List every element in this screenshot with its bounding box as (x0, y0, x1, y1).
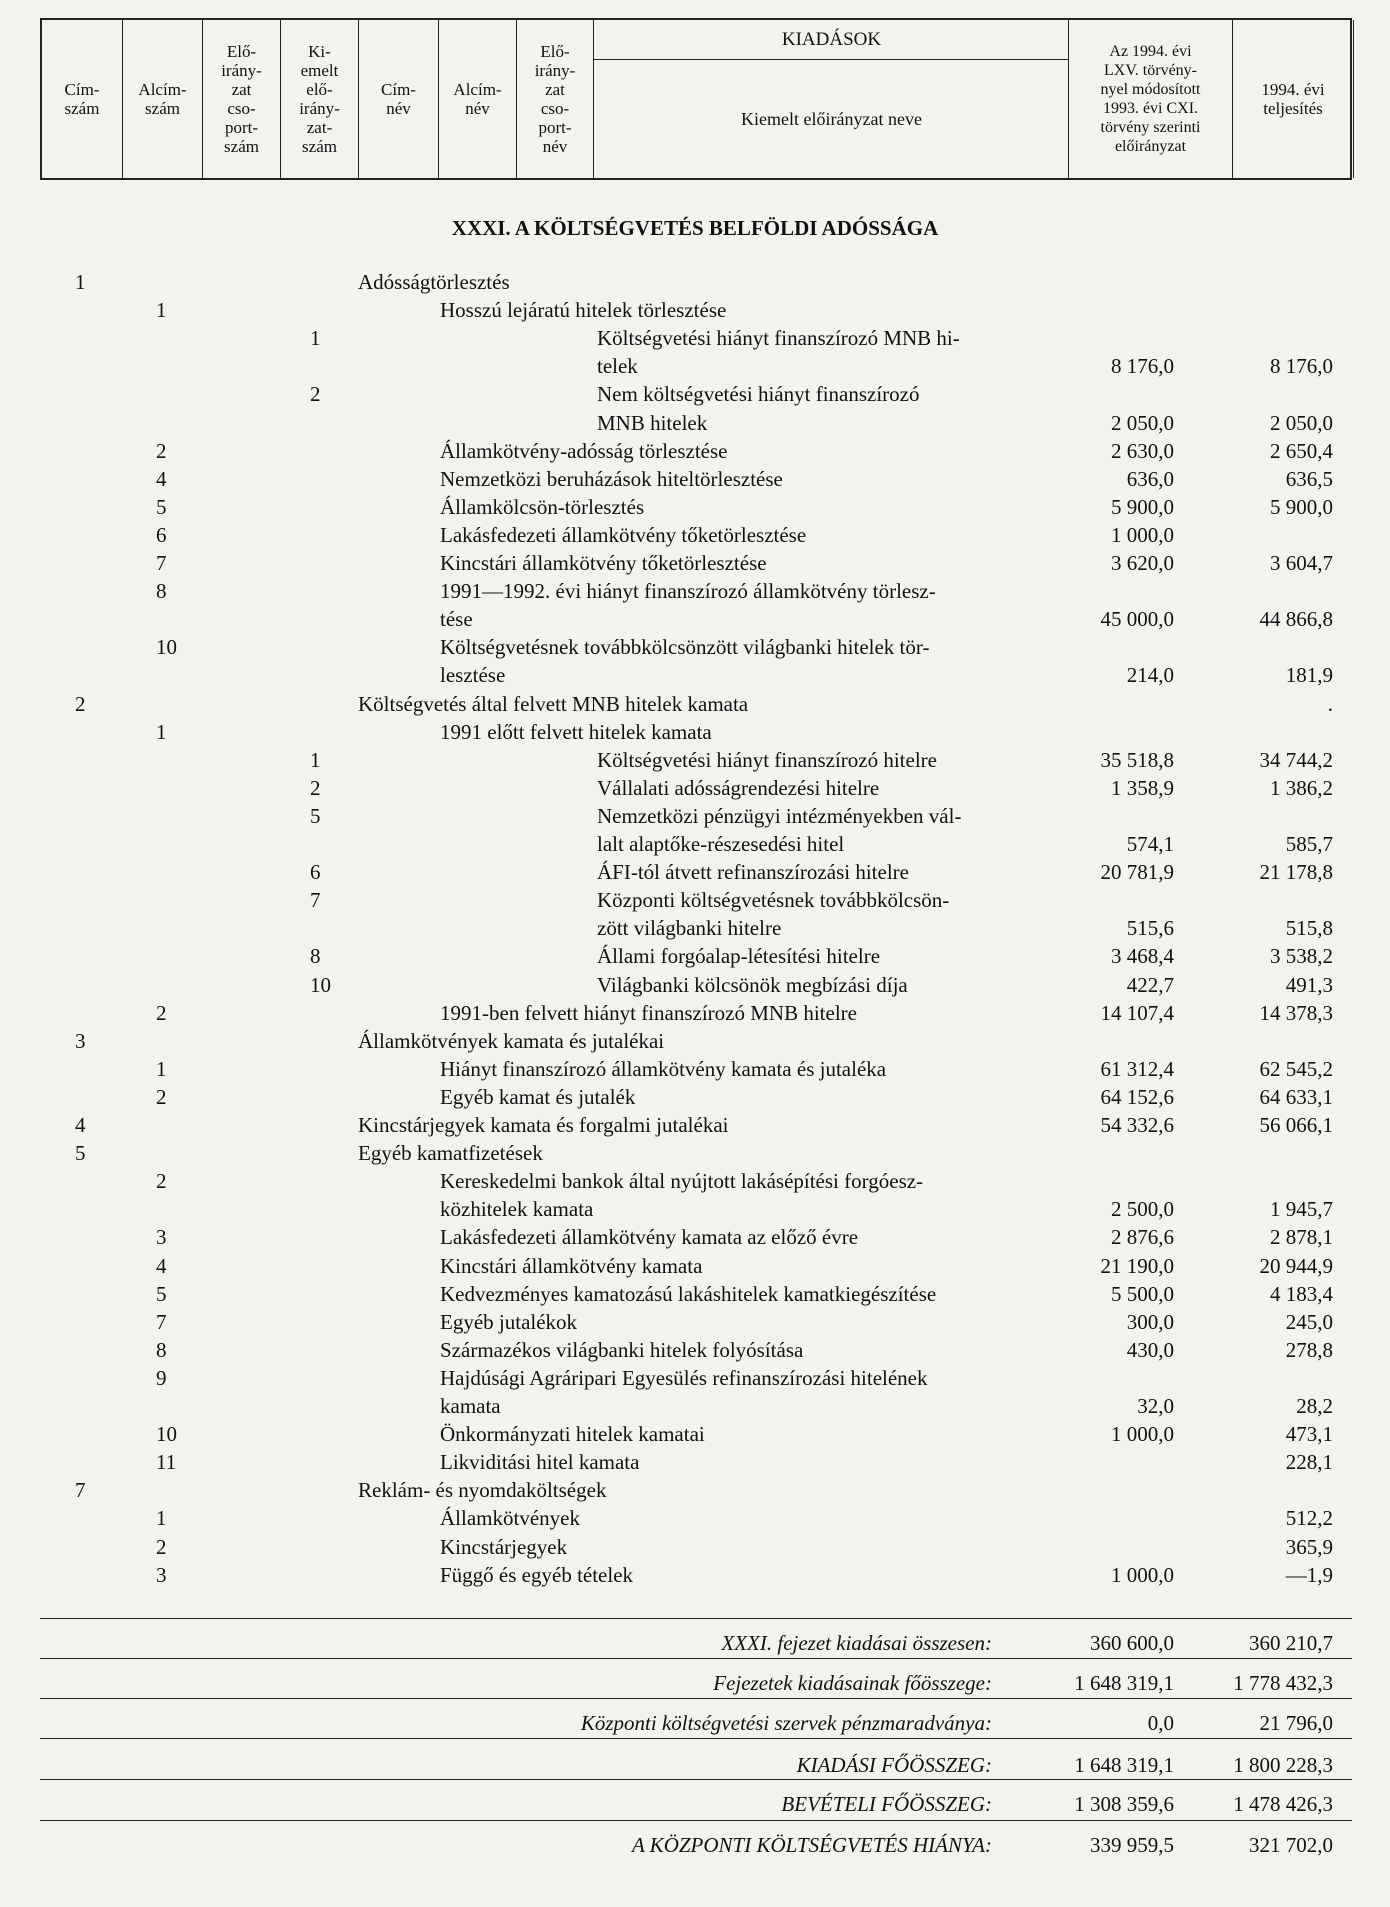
table-row (0, 858, 1390, 886)
eloiranyzat-csoport-szam: 5 (310, 803, 321, 828)
table-row (0, 1139, 1390, 1167)
row-title: tése (440, 607, 473, 632)
teljesites-value: 28,2 (1296, 1394, 1333, 1418)
row-title: Önkormányzati hitelek kamatai (440, 1422, 705, 1447)
row-title: Kincstárjegyek kamata és forgalmi jutalékai (358, 1113, 729, 1137)
table-row (0, 268, 1390, 296)
eloiranyzat-value: 2 630,0 (1111, 438, 1174, 463)
header-kiemelt-eloiranyzat-neve: Kiemelt előirányzat neve (741, 108, 922, 129)
teljesites-value: 245,0 (1285, 1309, 1333, 1334)
row-title: Államkölcsön-törlesztés (440, 494, 645, 519)
teljesites-value: 4 183,4 (1270, 1281, 1333, 1306)
cim-szam: 2 (75, 691, 86, 716)
teljesites-value: 1 945,7 (1270, 1197, 1333, 1222)
table-row (0, 999, 1390, 1027)
alcim-szam: 1 (156, 719, 167, 744)
teljesites-value: 278,8 (1285, 1337, 1333, 1362)
row-title: Kereskedelmi bankok által nyújtott lakásépítési forgóesz- (440, 1169, 924, 1194)
row-title: zött világbanki hitelre (597, 916, 782, 941)
table-row (0, 718, 1390, 746)
table-row (0, 605, 1390, 633)
row-title: Kincstárjegyek (440, 1534, 568, 1559)
alcim-szam: 2 (156, 1534, 167, 1559)
row-title: Világbanki kölcsönök megbízási díja (597, 972, 908, 997)
table-row (0, 746, 1390, 774)
summary-eloiranyzat: 1 648 319,1 (1074, 1671, 1174, 1695)
eloiranyzat-value: 1 000,0 (1111, 1562, 1174, 1587)
teljesites-value: 585,7 (1285, 832, 1333, 856)
teljesites-value: 56 066,1 (1259, 1113, 1333, 1137)
row-title: telek (597, 354, 638, 379)
summary-eloiranyzat: 339 959,5 (1090, 1833, 1174, 1857)
eloiranyzat-csoport-szam: 1 (310, 326, 321, 351)
row-title: Egyéb kamatfizetések (358, 1141, 543, 1166)
cim-szam: 3 (75, 1028, 86, 1053)
table-row (0, 1167, 1390, 1195)
cim-szam: 4 (75, 1113, 86, 1137)
header-alcimszam: Alcím- szám (123, 20, 203, 178)
row-title: közhitelek kamata (440, 1197, 594, 1222)
table-row (0, 971, 1390, 999)
eloiranyzat-value: 1 358,9 (1111, 775, 1174, 800)
row-title: Likviditási hitel kamata (440, 1450, 640, 1475)
cim-szam: 5 (75, 1141, 86, 1166)
eloiranyzat-value: 8 176,0 (1111, 354, 1174, 379)
teljesites-value: . (1327, 691, 1333, 716)
table-row (0, 1252, 1390, 1280)
eloiranyzat-csoport-szam: 2 (310, 775, 321, 800)
teljesites-value: 14 378,3 (1259, 1000, 1333, 1025)
table-row (0, 1336, 1390, 1364)
eloiranyzat-csoport-szam: 10 (310, 972, 331, 997)
teljesites-value: 2 050,0 (1270, 410, 1333, 435)
section-title: XXXI. A KÖLTSÉGVETÉS BELFÖLDI ADÓSSÁGA (451, 216, 939, 240)
eloiranyzat-value: 574,1 (1126, 832, 1174, 856)
row-title: Egyéb kamat és jutalék (440, 1084, 636, 1109)
summary-teljesites: 1 778 432,3 (1233, 1671, 1333, 1695)
row-title: 1991-ben felvett hiányt finanszírozó MNB hitelre (440, 1000, 857, 1025)
table-row (0, 493, 1390, 521)
summary-row (0, 1628, 1390, 1658)
summary-row (0, 1789, 1390, 1819)
row-title: 1991 előtt felvett hitelek kamata (440, 719, 712, 744)
table-row (0, 352, 1390, 380)
table-row (0, 1364, 1390, 1392)
alcim-szam: 2 (156, 1169, 167, 1194)
eloiranyzat-value: 64 152,6 (1100, 1084, 1174, 1109)
row-title: Egyéb jutalékok (440, 1309, 578, 1334)
row-title: Függő és egyéb tételek (440, 1562, 634, 1587)
summary-teljesites: 360 210,7 (1249, 1631, 1333, 1655)
eloiranyzat-value: 2 500,0 (1111, 1197, 1174, 1222)
eloiranyzat-value: 422,7 (1126, 972, 1174, 997)
row-title: Hosszú lejáratú hitelek törlesztése (440, 298, 727, 323)
alcim-szam: 2 (156, 1084, 167, 1109)
eloiranyzat-csoport-szam: 1 (310, 747, 321, 772)
alcim-szam: 4 (156, 466, 167, 491)
teljesites-value: 34 744,2 (1259, 747, 1333, 772)
alcim-szam: 5 (156, 494, 167, 519)
eloiranyzat-value: 636,0 (1126, 466, 1174, 491)
alcim-szam: 2 (156, 1000, 167, 1025)
eloiranyzat-value: 1 000,0 (1111, 1422, 1174, 1447)
table-row (0, 1083, 1390, 1111)
row-title: Államkötvények (440, 1506, 580, 1531)
table-row (0, 296, 1390, 324)
eloiranyzat-value: 20 781,9 (1100, 860, 1174, 885)
table-row (0, 886, 1390, 914)
alcim-szam: 7 (156, 1309, 167, 1334)
table-row (0, 802, 1390, 830)
eloiranyzat-value: 214,0 (1126, 663, 1174, 688)
teljesites-value: 473,1 (1285, 1422, 1333, 1447)
header-alcimnev: Alcím- név (439, 20, 517, 178)
teljesites-value: 3 538,2 (1270, 944, 1333, 969)
alcim-szam: 10 (156, 1422, 177, 1447)
row-title: lesztése (440, 663, 506, 688)
summary-eloiranyzat: 360 600,0 (1090, 1631, 1174, 1655)
table-row (0, 774, 1390, 802)
eloiranyzat-value: 61 312,4 (1100, 1056, 1174, 1081)
summary-teljesites: 321 702,0 (1249, 1833, 1333, 1857)
eloiranyzat-value: 430,0 (1126, 1337, 1174, 1362)
table-row (0, 1392, 1390, 1420)
row-title: lalt alaptőke-részesedési hitel (597, 832, 845, 856)
table-row (0, 577, 1390, 605)
eloiranyzat-value: 35 518,8 (1100, 747, 1174, 772)
teljesites-value: 515,8 (1285, 916, 1333, 941)
teljesites-value: 64 633,1 (1259, 1084, 1333, 1109)
row-title: Költségvetésnek továbbkölcsönzött világbanki hitelek tör- (440, 635, 930, 660)
row-title: Kincstári államkötvény tőketörlesztése (440, 551, 767, 575)
cim-szam: 7 (75, 1478, 86, 1503)
alcim-szam: 10 (156, 635, 177, 660)
alcim-szam: 8 (156, 579, 167, 604)
table-row (0, 1476, 1390, 1504)
row-title: Államkötvény-adósság törlesztése (440, 438, 728, 463)
alcim-szam: 2 (156, 438, 167, 463)
row-title: Államkötvények kamata és jutalékai (358, 1028, 665, 1053)
table-row (0, 914, 1390, 942)
table-row (0, 409, 1390, 437)
eloiranyzat-value: 300,0 (1126, 1309, 1174, 1334)
eloiranyzat-value: 32,0 (1137, 1394, 1174, 1418)
summary-label: A KÖZPONTI KÖLTSÉGVETÉS HIÁNYA: (631, 1833, 992, 1857)
teljesites-value: 20 944,9 (1259, 1253, 1333, 1278)
header-cimszam: Cím- szám (42, 20, 123, 178)
header-eloiranyzat-1993: Az 1994. évi LXV. törvény- nyel módosított 1993. évi CXI. törvény szerinti előirányzat (1069, 20, 1233, 178)
table-row (0, 437, 1390, 465)
table-row (0, 465, 1390, 493)
divider (40, 1658, 1352, 1659)
divider (40, 1698, 1352, 1699)
alcim-szam: 5 (156, 1281, 167, 1306)
cim-szam: 1 (75, 270, 86, 294)
divider (40, 1738, 1352, 1739)
header-kiemelt-eloiranyzat-szam: Ki- emelt elő- irány- zat- szám (281, 20, 359, 178)
teljesites-value: 365,9 (1285, 1534, 1333, 1559)
row-title: Központi költségvetésnek továbbkölcsön- (597, 888, 950, 913)
summary-eloiranyzat: 1 648 319,1 (1074, 1753, 1174, 1777)
table-row (0, 549, 1390, 577)
row-title: Nem költségvetési hiányt finanszírozó (597, 382, 920, 407)
alcim-szam: 9 (156, 1365, 167, 1390)
summary-label: BEVÉTELI FŐÖSSZEG: (781, 1792, 992, 1816)
alcim-szam: 11 (156, 1450, 177, 1475)
teljesites-value: —1,9 (1285, 1562, 1333, 1587)
row-title: Származékos világbanki hitelek folyósítása (440, 1337, 804, 1362)
row-title: Kedvezményes kamatozású lakáshitelek kamatkiegészítése (440, 1281, 937, 1306)
row-title: Hajdúsági Agráripari Egyesülés refinanszírozási hitelének (440, 1365, 928, 1390)
table-row (0, 1111, 1390, 1139)
table-row (0, 1504, 1390, 1532)
teljesites-value: 512,2 (1285, 1506, 1333, 1531)
alcim-szam: 4 (156, 1253, 167, 1278)
eloiranyzat-value: 2 876,6 (1111, 1225, 1174, 1250)
teljesites-value: 1 386,2 (1270, 775, 1333, 800)
table-row (0, 830, 1390, 858)
table-row (0, 690, 1390, 718)
eloiranyzat-csoport-szam: 7 (310, 888, 321, 913)
row-title: Hiányt finanszírozó államkötvény kamata és jutaléka (440, 1056, 887, 1081)
summary-teljesites: 1 478 426,3 (1233, 1792, 1333, 1816)
table-row (0, 1055, 1390, 1083)
divider (40, 1820, 1352, 1821)
header-cimnev: Cím- név (359, 20, 439, 178)
summary-label: Fejezetek kiadásainak főösszege: (713, 1671, 992, 1695)
table-row (0, 324, 1390, 352)
summary-eloiranyzat: 1 308 359,6 (1074, 1792, 1174, 1816)
table-row (0, 521, 1390, 549)
row-title: Lakásfedezeti államkötvény kamata az előző évre (440, 1225, 859, 1250)
eloiranyzat-value: 2 050,0 (1111, 410, 1174, 435)
header-eloiranyzat-csoport-szam: Elő- irány- zat cso- port- szám (203, 20, 281, 178)
alcim-szam: 1 (156, 298, 167, 323)
eloiranyzat-value: 5 500,0 (1111, 1281, 1174, 1306)
row-title: Állami forgóalap-létesítési hitelre (597, 944, 881, 969)
teljesites-value: 8 176,0 (1270, 354, 1333, 379)
table-row (0, 1533, 1390, 1561)
table-row (0, 1308, 1390, 1336)
summary-teljesites: 1 800 228,3 (1233, 1753, 1333, 1777)
row-title: Adósságtörlesztés (358, 270, 510, 294)
table-row (0, 1195, 1390, 1223)
row-title: Költségvetési hiányt finanszírozó MNB hi- (597, 326, 960, 351)
row-title: Reklám- és nyomdaköltségek (358, 1478, 607, 1503)
header-kiadasok: KIADÁSOK (594, 20, 1069, 60)
row-title: MNB hitelek (597, 410, 708, 435)
eloiranyzat-value: 3 620,0 (1111, 551, 1174, 575)
table-row (0, 633, 1390, 661)
table-row (0, 1448, 1390, 1476)
header-teljesites-1994: 1994. évi teljesítés (1233, 20, 1354, 178)
eloiranyzat-value: 1 000,0 (1111, 522, 1174, 547)
row-title: ÁFI-tól átvett refinanszírozási hitelre (597, 860, 909, 885)
eloiranyzat-value: 54 332,6 (1100, 1113, 1174, 1137)
table-header (40, 18, 1352, 180)
alcim-szam: 6 (156, 522, 167, 547)
table-row (0, 1561, 1390, 1589)
table-row (0, 1027, 1390, 1055)
row-title: Nemzetközi pénzügyi intézményekben vál- (597, 803, 962, 828)
eloiranyzat-csoport-szam: 2 (310, 382, 321, 407)
teljesites-value: 44 866,8 (1259, 607, 1333, 632)
row-title: Vállalati adósságrendezési hitelre (597, 775, 880, 800)
eloiranyzat-value: 5 900,0 (1111, 494, 1174, 519)
row-title: Költségvetés által felvett MNB hitelek kamata (358, 691, 749, 716)
summary-row (0, 1668, 1390, 1698)
alcim-szam: 3 (156, 1562, 167, 1587)
eloiranyzat-value: 21 190,0 (1100, 1253, 1174, 1278)
teljesites-value: 2 878,1 (1270, 1225, 1333, 1250)
eloiranyzat-csoport-szam: 6 (310, 860, 321, 885)
summary-row (0, 1708, 1390, 1738)
teljesites-value: 636,5 (1285, 466, 1333, 491)
eloiranyzat-value: 45 000,0 (1100, 607, 1174, 632)
summary-label: Központi költségvetési szervek pénzmaradványa: (580, 1711, 992, 1735)
teljesites-value: 491,3 (1285, 972, 1333, 997)
alcim-szam: 3 (156, 1225, 167, 1250)
table-row (0, 380, 1390, 408)
summary-row (0, 1830, 1390, 1860)
row-title: Költségvetési hiányt finanszírozó hitelre (597, 747, 937, 772)
teljesites-value: 3 604,7 (1270, 551, 1333, 575)
summary-row (0, 1750, 1390, 1780)
row-title: 1991—1992. évi hiányt finanszírozó államkötvény törlesz- (440, 579, 936, 604)
table-row (0, 942, 1390, 970)
teljesites-value: 228,1 (1285, 1450, 1333, 1475)
teljesites-value: 5 900,0 (1270, 494, 1333, 519)
table-row (0, 1420, 1390, 1448)
teljesites-value: 62 545,2 (1259, 1056, 1333, 1081)
table-row (0, 661, 1390, 689)
summary-label: XXXI. fejezet kiadásai összesen: (721, 1631, 992, 1655)
teljesites-value: 21 178,8 (1259, 860, 1333, 885)
summary-label: KIADÁSI FŐÖSSZEG: (796, 1753, 992, 1777)
row-title: Kincstári államkötvény kamata (440, 1253, 703, 1278)
alcim-szam: 1 (156, 1056, 167, 1081)
table-row (0, 1223, 1390, 1251)
eloiranyzat-csoport-szam: 8 (310, 944, 321, 969)
alcim-szam: 1 (156, 1506, 167, 1531)
eloiranyzat-value: 14 107,4 (1100, 1000, 1174, 1025)
eloiranyzat-value: 3 468,4 (1111, 944, 1174, 969)
row-title: kamata (440, 1394, 501, 1418)
eloiranyzat-value: 515,6 (1126, 916, 1174, 941)
table-row (0, 1280, 1390, 1308)
summary-eloiranyzat: 0,0 (1147, 1711, 1174, 1735)
divider (40, 1618, 1352, 1619)
row-title: Nemzetközi beruházások hiteltörlesztése (440, 466, 783, 491)
summary-teljesites: 21 796,0 (1259, 1711, 1333, 1735)
alcim-szam: 8 (156, 1337, 167, 1362)
row-title: Lakásfedezeti államkötvény tőketörlesztése (440, 522, 807, 547)
teljesites-value: 2 650,4 (1270, 438, 1333, 463)
alcim-szam: 7 (156, 551, 167, 575)
header-eloiranyzat-csoport-nev: Elő- irány- zat cso- port- név (517, 20, 594, 178)
teljesites-value: 181,9 (1285, 663, 1333, 688)
